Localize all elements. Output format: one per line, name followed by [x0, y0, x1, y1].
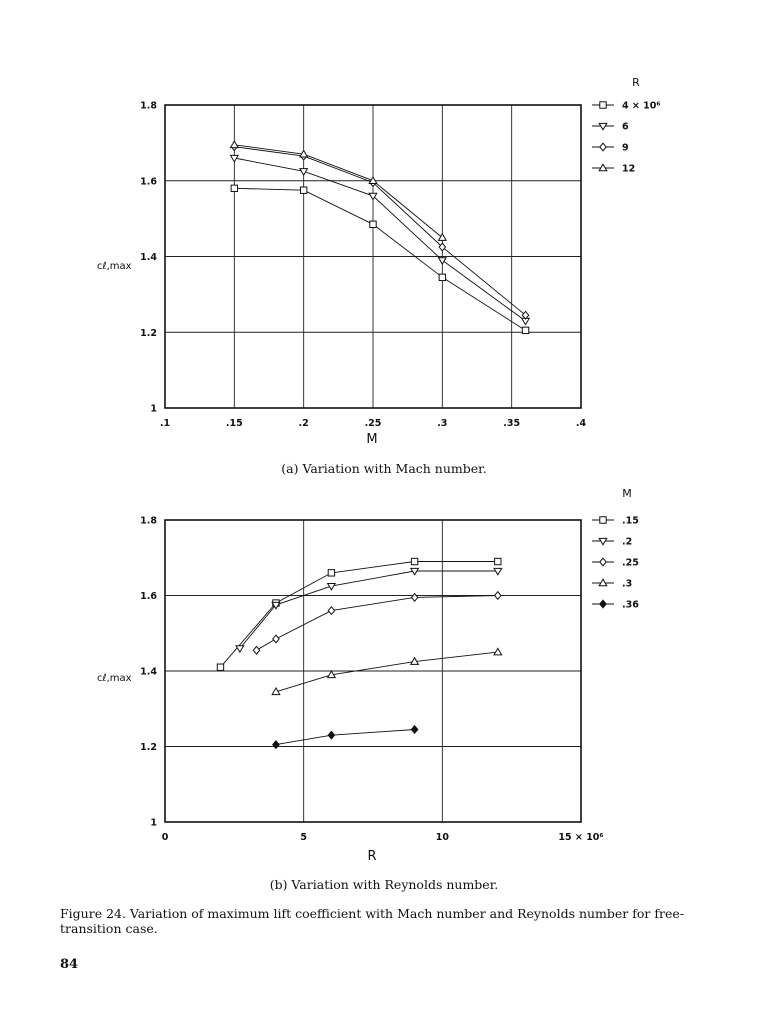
series-line: [221, 562, 498, 668]
legend-label: .3: [622, 578, 633, 590]
series-line: [234, 145, 442, 238]
legend-label: .25: [622, 557, 639, 569]
y-axis-label: cℓ,max: [97, 673, 132, 684]
chart-panel-b: [97, 487, 639, 864]
legend-title: R: [632, 76, 640, 89]
data-point: [411, 558, 417, 564]
caption-panel-b: (b) Variation with Reynolds number.: [269, 877, 499, 892]
legend-marker: [600, 600, 606, 608]
x-axis-label: M: [366, 432, 378, 447]
chart-panel-a: [97, 76, 661, 447]
data-point: [494, 648, 502, 655]
data-point: [253, 646, 259, 654]
data-point: [328, 731, 334, 739]
y-tick-label: 1.8: [140, 100, 157, 112]
series-line: [234, 158, 525, 321]
series-line: [234, 188, 525, 330]
caption-panel-a: (a) Variation with Mach number.: [281, 461, 487, 476]
y-tick-label: 1.6: [140, 591, 157, 602]
data-point: [494, 568, 502, 574]
data-point: [439, 234, 447, 241]
y-tick-label: 1: [150, 817, 157, 829]
legend-label: .2: [622, 536, 633, 548]
data-point: [300, 187, 306, 193]
x-tick-label: .3: [437, 418, 448, 429]
legend-label: .36: [622, 599, 639, 611]
y-tick-label: 1.4: [140, 252, 157, 263]
legend-marker: [599, 123, 607, 129]
y-tick-label: 1.4: [140, 666, 157, 678]
legend-label: 4 × 10⁶: [622, 100, 661, 112]
legend-marker: [599, 164, 607, 171]
legend-label: 9: [622, 142, 629, 154]
data-point: [370, 221, 376, 227]
legend-label: 12: [622, 163, 636, 175]
x-tick-label: .4: [575, 418, 587, 429]
legend-marker: [600, 143, 606, 151]
y-tick-label: 1.2: [140, 327, 157, 339]
series-line: [240, 571, 498, 648]
y-axis-label: cℓ,max: [97, 261, 132, 272]
y-tick-label: 1.6: [140, 176, 157, 188]
legend-marker: [600, 517, 606, 523]
y-tick-label: 1.8: [140, 515, 157, 527]
data-point: [217, 664, 223, 670]
legend-label: 6: [622, 121, 629, 133]
data-point: [411, 594, 417, 602]
legend-marker: [600, 558, 606, 566]
series-line: [257, 596, 498, 651]
x-tick-label: .35: [503, 418, 521, 429]
x-tick-label: 5: [300, 832, 307, 843]
data-point: [273, 635, 279, 643]
y-tick-label: 1: [150, 403, 157, 415]
data-point: [231, 141, 239, 148]
series-line: [234, 147, 525, 316]
series-line: [276, 730, 415, 745]
x-tick-label: 10: [435, 832, 449, 843]
series-line: [276, 652, 498, 692]
x-axis-label: R: [367, 849, 377, 864]
page-number: 84: [60, 957, 79, 972]
data-point: [439, 258, 447, 264]
x-tick-label: .1: [159, 418, 171, 429]
x-tick-label: .15: [225, 418, 243, 429]
legend-title: M: [622, 487, 632, 500]
x-tick-label: .2: [298, 418, 309, 429]
data-point: [328, 570, 334, 576]
legend-marker: [599, 579, 607, 586]
data-point: [495, 558, 501, 564]
x-tick-label: 0: [161, 832, 169, 843]
data-point: [495, 592, 501, 600]
data-point: [369, 177, 377, 184]
legend-marker: [599, 538, 607, 544]
data-point: [231, 185, 237, 191]
data-point: [522, 327, 528, 333]
data-point: [328, 607, 334, 615]
data-point: [439, 274, 445, 280]
figure-caption: Figure 24. Variation of maximum lift coefficient with Mach number and Reynolds number for free-transition case.: [60, 906, 684, 936]
y-tick-label: 1.2: [140, 742, 157, 753]
x-tick-label: 15 × 10⁶: [558, 832, 604, 843]
legend-label: .15: [622, 515, 639, 527]
data-point: [273, 741, 279, 749]
x-tick-label: .25: [364, 418, 382, 429]
data-point: [411, 726, 417, 734]
data-point: [236, 646, 244, 652]
legend-marker: [600, 102, 606, 108]
